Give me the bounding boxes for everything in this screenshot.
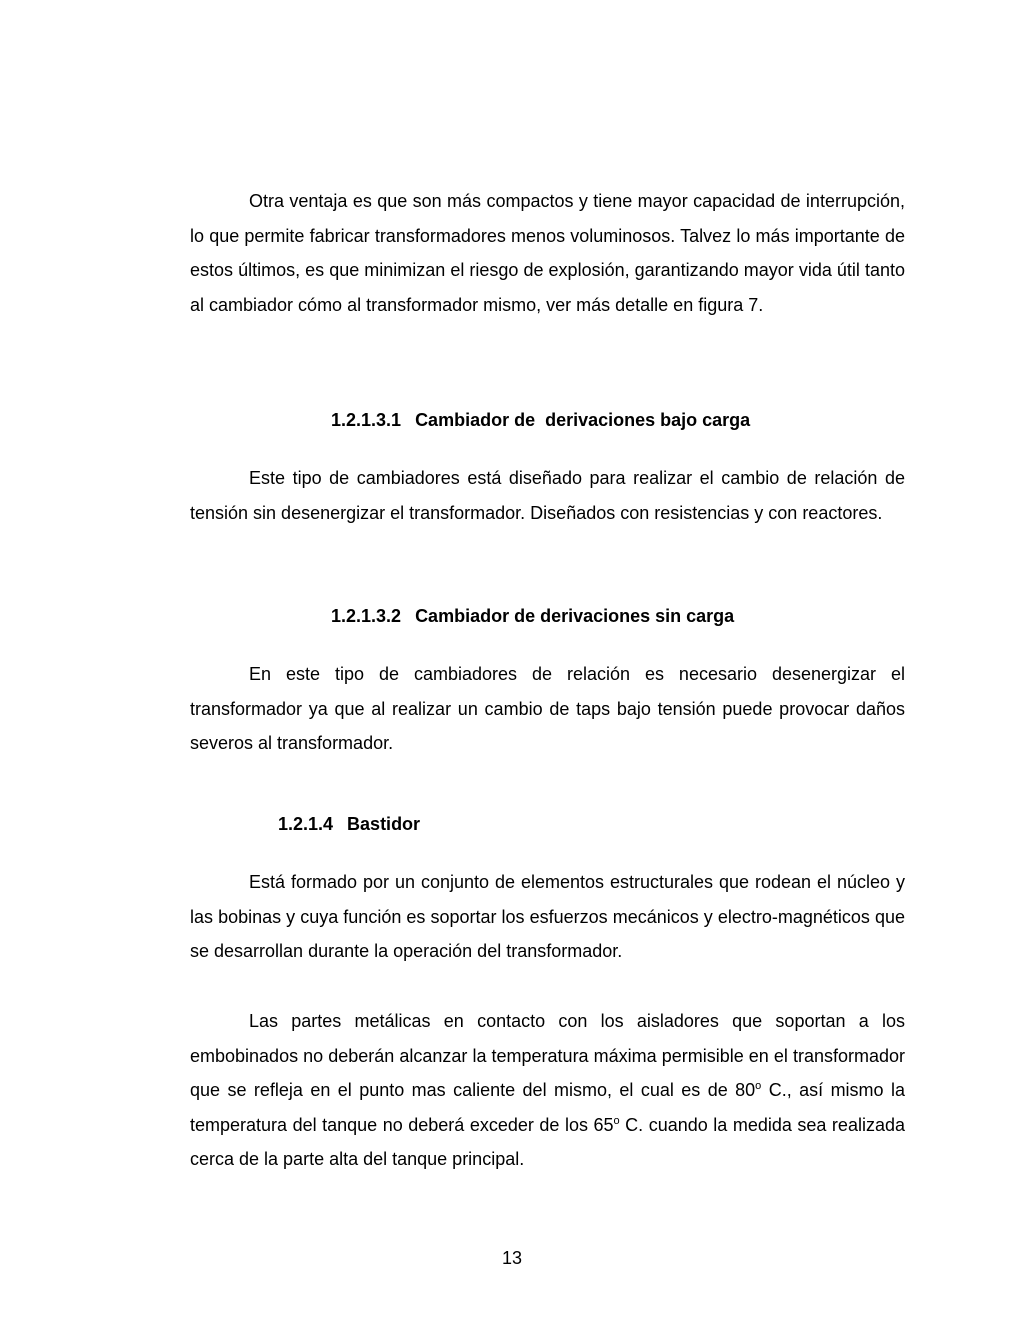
degree-superscript: o: [613, 1114, 620, 1127]
section-heading-1-2-1-3-2: [331, 604, 734, 628]
degree-superscript: o: [755, 1080, 762, 1092]
section-heading-1-2-1-4: [278, 812, 420, 836]
paragraph-partes-metalicas: [190, 1004, 905, 1177]
section-number: 1.2.1.3.1: [331, 410, 402, 430]
paragraph-text: Las partes metálicas en contacto con los aisladores que soportan a los embobinados no deberán alcanzar la temperatura máxima permisible en el transformador que se refleja en el punto mas caliente del mismo, el cual es de 80: [190, 1011, 905, 1100]
section-title: Bastidor: [347, 814, 421, 834]
paragraph-text: C., así mismo la temperatura del tanque no deberá exceder de los 65: [190, 1080, 905, 1135]
section-title: Cambiador de derivaciones sin carga: [415, 606, 735, 626]
section-number: 1.2.1.4: [278, 814, 334, 834]
section-heading-1-2-1-3-1: [331, 408, 750, 432]
paragraph-text: C. cuando la medida sea realizada cerca de la parte alta del tanque principal.: [190, 1114, 905, 1169]
section-number: 1.2.1.3.2: [331, 606, 402, 626]
paragraph-bajo-carga: Este tipo de cambiadores está diseñado para realizar el cambio de relación de tensión sin desenergizar el transformador. Diseñados con resistencias y con reactores.: [190, 468, 905, 523]
paragraph-bastidor: Está formado por un conjunto de elementos estructurales que rodean el núcleo y las bobinas y cuya función es soportar los esfuerzos mecánicos y electro-magnéticos que se desarrollan durante la operación del transformador.: [190, 872, 905, 961]
paragraph-otra-ventaja: Otra ventaja es que son más compactos y tiene mayor capacidad de interrupción, lo que permite fabricar transformadores menos voluminosos. Talvez lo más importante de estos últimos, es que minimizan el riesgo de explosión, garantizando mayor vida útil tanto al cambiador cómo al transformador mismo, ver más detalle en figura 7.: [190, 191, 905, 315]
page-number: 13: [501, 1248, 523, 1268]
paragraph-sin-carga: En este tipo de cambiadores de relación es necesario desenergizar el transformador ya que al realizar un cambio de taps bajo tensión puede provocar daños severos al transformador.: [190, 664, 905, 753]
section-title: Cambiador de derivaciones bajo carga: [415, 410, 751, 430]
